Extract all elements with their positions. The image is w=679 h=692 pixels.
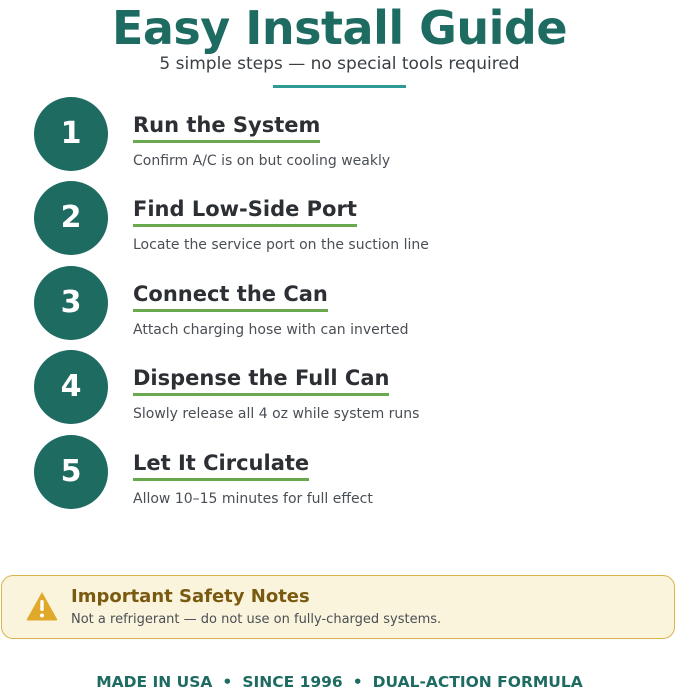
warning-triangle-icon (25, 590, 59, 622)
step-number-badge: 4 (34, 350, 108, 424)
step-title: Dispense the Full Can (133, 365, 389, 396)
step-title: Find Low-Side Port (133, 196, 357, 227)
safety-title: Important Safety Notes (71, 586, 310, 607)
footer-separator: • (352, 673, 363, 691)
page-subtitle: 5 simple steps — no special tools required (159, 54, 520, 74)
footer-item-made-in-usa: MADE IN USA (96, 673, 213, 691)
step-number-badge: 3 (34, 266, 108, 340)
footer-item-since: SINCE 1996 (242, 673, 343, 691)
step-title: Let It Circulate (133, 450, 309, 481)
step-description: Locate the service port on the suction line (133, 237, 429, 253)
footer-badges (0, 672, 679, 692)
step-description: Confirm A/C is on but cooling weakly (133, 153, 391, 169)
step-number-badge: 5 (34, 435, 108, 509)
step-3 (0, 266, 679, 350)
safety-notes-box (1, 575, 675, 639)
step-description: Attach charging hose with can inverted (133, 322, 409, 338)
step-title: Connect the Can (133, 281, 328, 312)
step-number-badge: 1 (34, 97, 108, 171)
step-description: Slowly release all 4 oz while system runs (133, 406, 420, 422)
footer-separator: • (222, 673, 233, 691)
safety-text: Not a refrigerant — do not use on fully-charged systems. (71, 612, 442, 627)
step-title: Run the System (133, 112, 320, 143)
step-2 (0, 181, 679, 265)
page-title: Easy Install Guide (111, 1, 568, 55)
step-1 (0, 97, 679, 181)
step-5 (0, 435, 679, 519)
step-number-badge: 2 (34, 181, 108, 255)
step-description: Allow 10–15 minutes for full effect (133, 491, 373, 507)
step-4 (0, 350, 679, 434)
footer-item-formula: DUAL-ACTION FORMULA (372, 673, 583, 691)
